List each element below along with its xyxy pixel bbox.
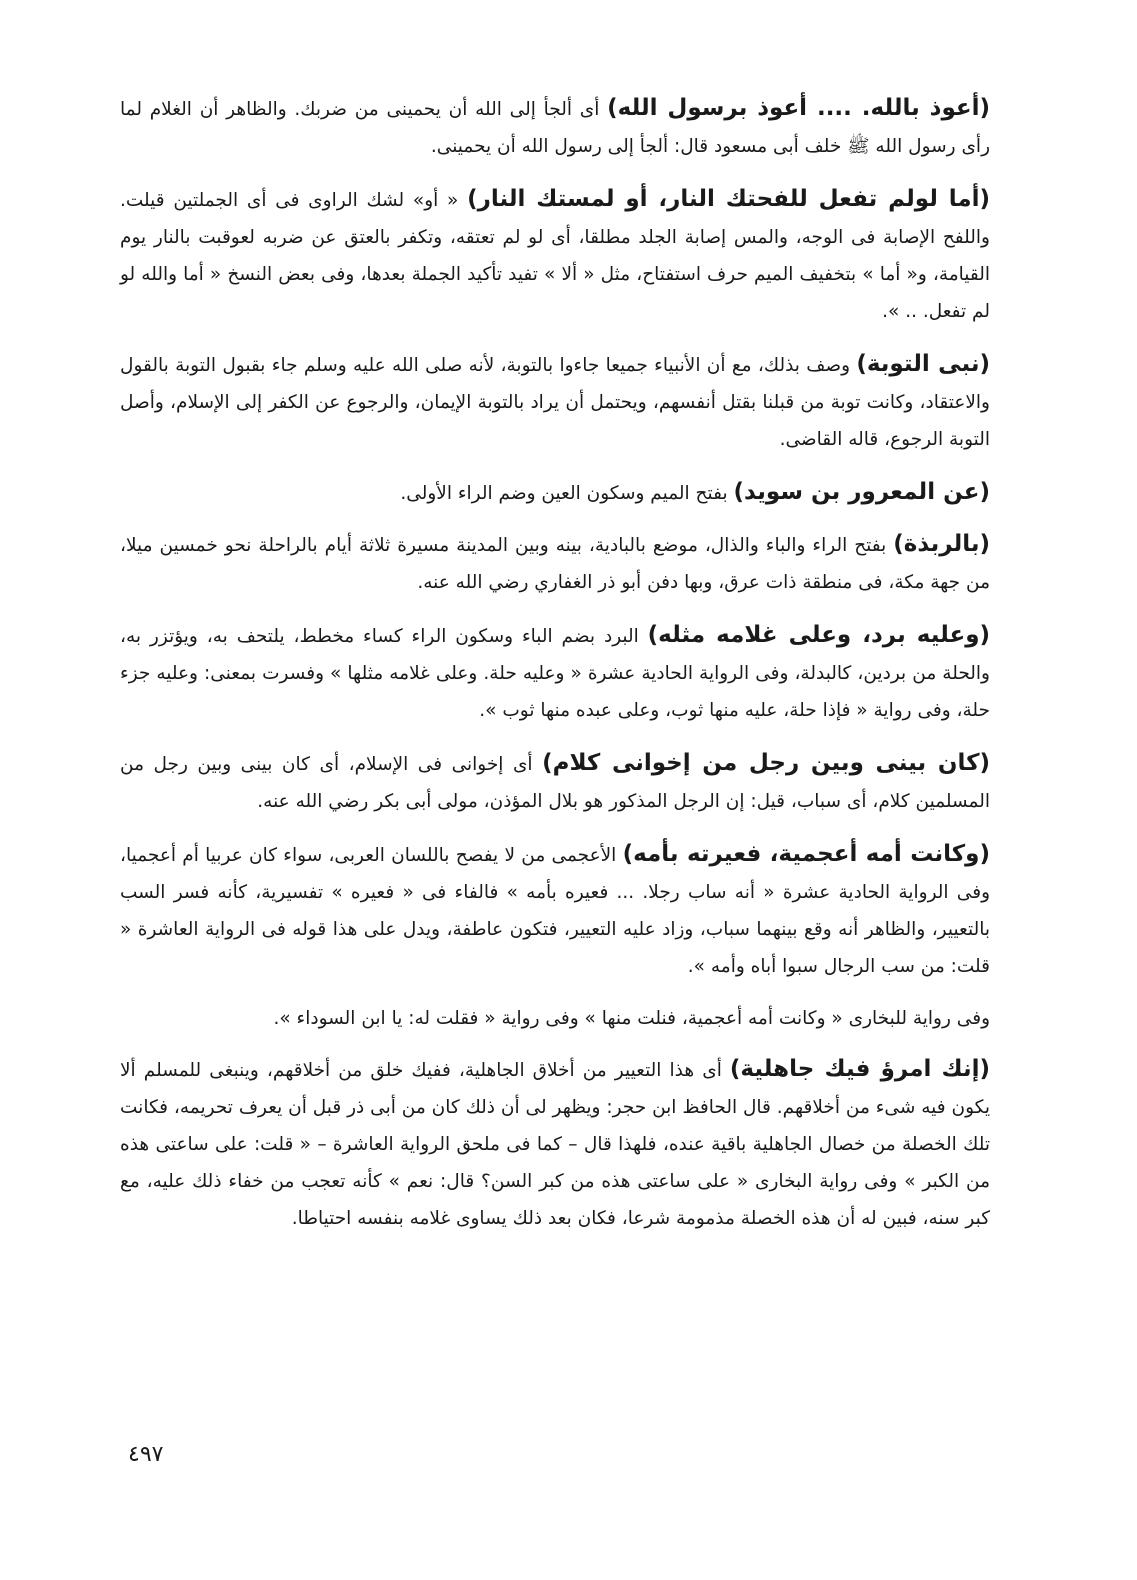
lemma: (وعليه برد، وعلى غلامه مثله): [647, 622, 991, 648]
lemma: (بالربذة): [893, 531, 990, 557]
lemma: (نبى التوبة): [856, 351, 990, 377]
paragraph-text: « أو» لشك الراوى فى أى الجملتين قيلت. واللفح الإصابة فى الوجه، والمس إصابة الجلد مطلقا، أى لو لم تعتقه، وتكفر بالعتق عن ضربه لعوقبت بالنار يوم القيامة، و« أما » بتخفيف الميم حرف استفتاح، مثل « ألا » تفيد تأكيد الجملة بعدها، وفى بعض النسخ « أما والله لو لم تفعل. .. ».: [120, 190, 990, 322]
lemma: (عن المعرور بن سويد): [733, 479, 990, 505]
paragraph-rabadha: [120, 526, 990, 601]
paragraph-kalam: [120, 745, 990, 820]
paragraph-amma-law: [120, 181, 990, 330]
paragraph-ajamiyya: [120, 836, 990, 985]
page-number: ٤٩٧: [128, 1442, 164, 1467]
paragraph-text: الأعجمى من لا يفصح باللسان العربى، سواء كان عربيا أم أعجميا، وفى الرواية الحادية عشرة « أنه ساب رجلا. ... فعيره بأمه » فالفاء فى « فعيره » تفسيرية، كأنه فسر السب بالتعيير، والظاهر أنه وقع بينهما سباب، وزاد عليه التعيير، فتكون عاطفة، ويدل على هذا قوله فى الرواية العاشرة « قلت: من سب الرجال سبوا أباه وأمه ».: [120, 845, 990, 977]
paragraph-text: بفتح الراء والباء والذال، موضع بالبادية، بينه وبين المدينة مسيرة ثلاثة أيام بالراحلة نحو خمسين ميلا، من جهة مكة، فى منطقة ذات عرق، وبها دفن أبو ذر الغفاري رضي الله عنه.: [120, 535, 990, 593]
paragraph-text: البرد بضم الباء وسكون الراء كساء مخطط، يلتحف به، ويؤتزر به، والحلة من بردين، كالبدلة، وفى الرواية الحادية عشرة « وعليه حلة. وعلى غلامه مثلها » وفسرت بمعنى: وعليه جزء حلة، وفى رواية « فإذا حلة، عليه منها ثوب، وعلى عبده منها ثوب ».: [120, 626, 990, 721]
lemma: (وكانت أمه أعجمية، فعيرته بأمه): [622, 841, 990, 867]
paragraph-text: وصف بذلك، مع أن الأنبياء جميعا جاءوا بالتوبة، لأنه صلى الله عليه وسلم جاء بقبول التوبة بالقول والاعتقاد، وكانت توبة من قبلنا بقتل أنفسهم، ويحتمل أن يراد بالتوبة الإيمان، والرجوع عن الكفر إلى الإسلام، وأصل التوبة الرجوع، قاله القاضى.: [120, 355, 990, 450]
paragraph-text: أى هذا التعيير من أخلاق الجاهلية، ففيك خلق من أخلاقهم، وينبغى للمسلم ألا يكون فيه شىء من أخلاقهم. قال الحافظ ابن حجر: ويظهر لى أن ذلك كان من أبى ذر قبل أن يعرف تحريمه، فكانت تلك الخصلة من خصال الجاهلية باقية عنده، فلهذا قال – كما فى ملحق الرواية العاشرة – « قلت: على ساعتى هذه من الكبر » وفى رواية البخارى « على ساعتى هذه من كبر السن؟ قال: نعم » كأنه تعجب من خفاء ذلك عليه، مع كبر سنه، فبين له أن هذه الخصلة مذمومة شرعا، فكان بعد ذلك يساوى غلامه بنفسه احتياطا.: [120, 1060, 990, 1229]
paragraph-nabi-tawba: [120, 346, 990, 458]
paragraph-text: أى إخوانى فى الإسلام، أى كان بينى وبين رجل من المسلمين كلام، أى سباب، قيل: إن الرجل المذكور هو بلال المؤذن، مولى أبى بكر رضي الله عنه.: [120, 754, 990, 812]
paragraph-burd: [120, 617, 990, 729]
paragraph-marur: [120, 474, 990, 512]
commentary-body: [120, 90, 990, 1253]
lemma: (أما لولم تفعل للفحتك النار، أو لمستك النار): [467, 186, 990, 212]
paragraph-jahiliyya: [120, 1051, 990, 1237]
lemma: (كان بينى وبين رجل من إخوانى كلام): [542, 750, 990, 776]
lemma: (أعوذ بالله. .... أعوذ برسول الله): [607, 95, 990, 121]
paragraph-text: وفى رواية للبخارى « وكانت أمه أعجمية، فنلت منها » وفى رواية « فقلت له: يا ابن السوداء ».: [273, 1008, 990, 1029]
paragraph-text: بفتح الميم وسكون العين وضم الراء الأولى.: [400, 483, 734, 504]
lemma: (إنك امرؤ فيك جاهلية): [729, 1056, 990, 1082]
paragraph-audhu: [120, 90, 990, 165]
paragraph-bukhari: [120, 999, 990, 1037]
paragraph-text: أى ألجأ إلى الله أن يحمينى من ضربك. والظاهر أن الغلام لما رأى رسول الله ﷺ خلف أبى مسعود قال: ألجأ إلى رسول الله أن يحمينى.: [120, 99, 990, 157]
